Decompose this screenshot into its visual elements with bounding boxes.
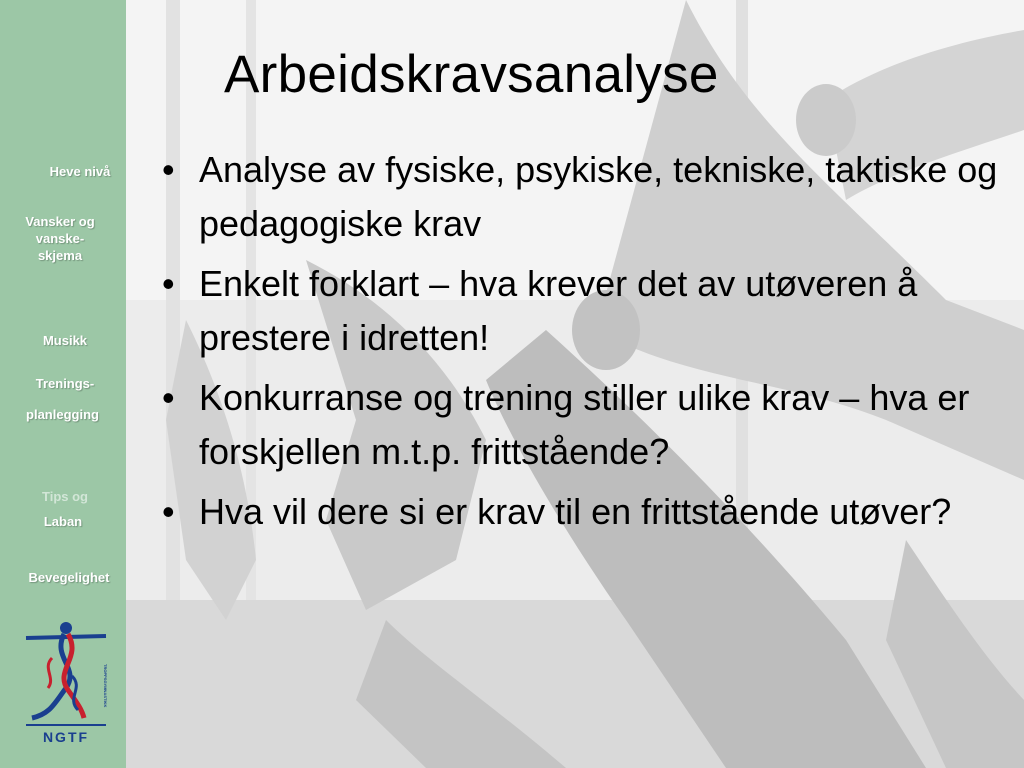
sidebar-item-bevegelighet[interactable]: Bevegelighet	[28, 570, 110, 585]
sidebar-item-musikk[interactable]: Musikk	[42, 333, 88, 348]
bullet-dot: •	[162, 149, 175, 190]
gymnast-logo-icon	[22, 618, 110, 746]
bullet-text: Hva vil dere si er krav til en frittstående utøver?	[199, 491, 952, 532]
sidebar-item-heve-niva[interactable]: Heve nivå	[49, 164, 111, 179]
sidebar	[0, 0, 126, 768]
logo-text: NGTF	[42, 729, 90, 745]
sidebar-item-label: vanske-	[35, 231, 85, 246]
logo-vertical-text: TROPPSGYMNASTIKK	[103, 664, 108, 708]
bullet-text: Konkurranse og trening stiller ulike krav – hva er forskjellen m.t.p. frittstående?	[199, 377, 970, 472]
sidebar-item-planlegging[interactable]	[5, 406, 120, 423]
sidebar-item-vansker[interactable]	[5, 213, 115, 264]
sidebar-item-label: planlegging	[26, 407, 99, 422]
bullet-dot: •	[162, 263, 175, 304]
sidebar-item-label: Vansker og	[25, 214, 95, 229]
sidebar-item-laban[interactable]: Laban	[43, 514, 83, 529]
sidebar-item-tips-og[interactable]: Tips og	[42, 489, 88, 504]
bullet-list	[162, 143, 1002, 545]
bullet-dot: •	[162, 491, 175, 532]
bullet-text: Enkelt forklart – hva krever det av utøveren å prestere i idretten!	[199, 263, 918, 358]
bullet-item	[162, 371, 1002, 479]
ngtf-logo	[22, 618, 110, 746]
bullet-item	[162, 257, 1002, 365]
sidebar-item-label: skjema	[37, 248, 83, 263]
sidebar-item-trenings[interactable]	[10, 375, 120, 392]
bullet-item	[162, 485, 1002, 539]
bullet-dot: •	[162, 377, 175, 418]
slide-title: Arbeidskravsanalyse	[224, 45, 719, 104]
sidebar-item-label: Trenings-	[35, 376, 95, 391]
bullet-text: Analyse av fysiske, psykiske, tekniske, taktiske og pedagogiske krav	[199, 149, 998, 244]
bullet-item	[162, 143, 1002, 251]
